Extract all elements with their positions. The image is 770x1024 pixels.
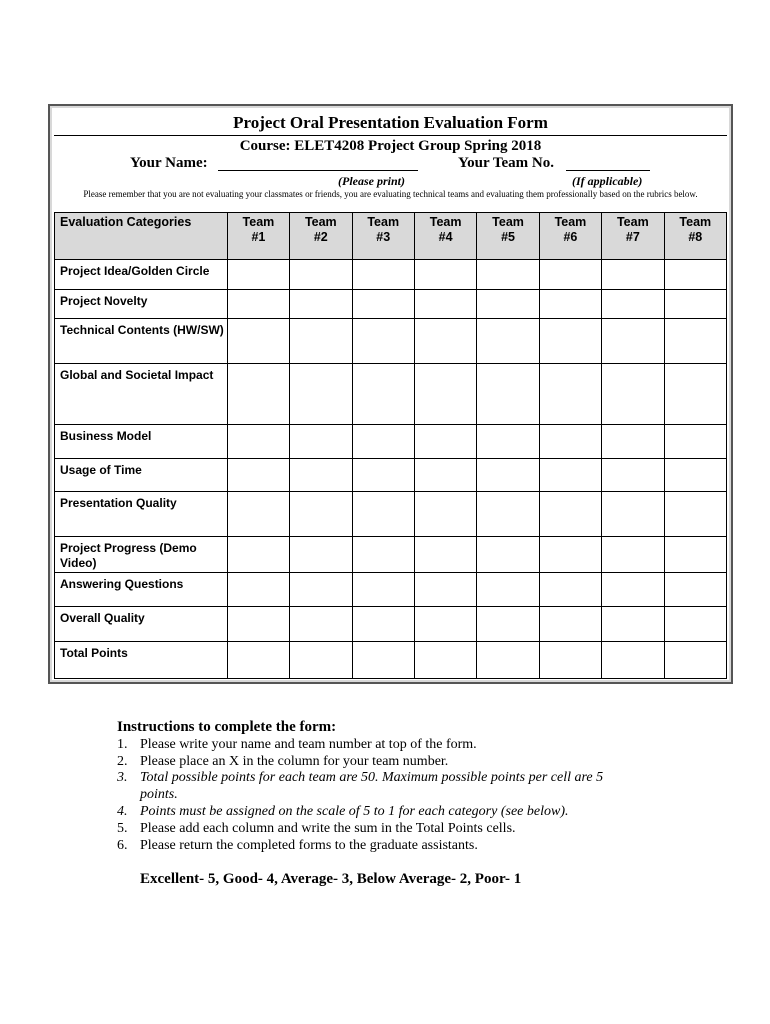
score-cell[interactable] <box>602 607 664 642</box>
score-cell[interactable] <box>602 425 664 459</box>
table-row <box>55 290 727 319</box>
score-cell[interactable] <box>414 290 476 319</box>
total-cell[interactable] <box>352 642 414 679</box>
category-label: Business Model <box>55 425 228 459</box>
score-cell[interactable] <box>352 319 414 364</box>
score-cell[interactable] <box>664 260 726 290</box>
if-applicable-hint: (If applicable) <box>572 174 643 188</box>
score-cell[interactable] <box>539 364 601 425</box>
team-4-header: Team #4 <box>414 213 476 260</box>
score-cell[interactable] <box>477 319 539 364</box>
score-cell[interactable] <box>602 319 664 364</box>
score-cell[interactable] <box>352 364 414 425</box>
score-cell[interactable] <box>227 260 289 290</box>
category-label: Overall Quality <box>55 607 228 642</box>
total-cell[interactable] <box>602 642 664 679</box>
total-points-row <box>55 642 727 679</box>
team-number-label: Your Team No. <box>458 155 554 171</box>
score-cell[interactable] <box>602 364 664 425</box>
course-line: Course: ELET4208 Project Group Spring 2018 <box>239 138 542 154</box>
total-cell[interactable] <box>290 642 352 679</box>
scoring-scale: Excellent- 5, Good- 4, Average- 3, Below Average- 2, Poor- 1 <box>140 871 522 887</box>
score-cell[interactable] <box>352 459 414 492</box>
score-cell[interactable] <box>290 537 352 573</box>
total-cell[interactable] <box>477 642 539 679</box>
score-cell[interactable] <box>664 537 726 573</box>
please-print-hint: (Please print) <box>338 174 405 188</box>
category-label: Project Progress (Demo Video) <box>55 537 228 573</box>
score-cell[interactable] <box>477 290 539 319</box>
score-cell[interactable] <box>227 607 289 642</box>
instruction-item: 1. Please write your name and team number at top of the form. <box>117 737 477 752</box>
score-cell[interactable] <box>227 492 289 537</box>
score-cell[interactable] <box>539 425 601 459</box>
instruction-item: 5. Please add each column and write the sum in the Total Points cells. <box>117 821 516 836</box>
score-cell[interactable] <box>414 537 476 573</box>
team-6-header: Team #6 <box>539 213 601 260</box>
score-cell[interactable] <box>414 425 476 459</box>
score-cell[interactable] <box>290 260 352 290</box>
table-header-row <box>55 213 727 260</box>
score-cell[interactable] <box>602 260 664 290</box>
score-cell[interactable] <box>227 537 289 573</box>
score-cell[interactable] <box>664 607 726 642</box>
total-cell[interactable] <box>664 642 726 679</box>
team-3-header: Team #3 <box>352 213 414 260</box>
team-8-header: Team #8 <box>664 213 726 260</box>
reminder-note: Please remember that you are not evaluating your classmates or friends, you are evaluating technical teams and evaluating them professionally based on the rubrics below. <box>83 189 698 199</box>
score-cell[interactable] <box>539 459 601 492</box>
name-label: Your Name: <box>130 155 208 171</box>
table-row <box>55 364 727 425</box>
score-cell[interactable] <box>664 492 726 537</box>
score-cell[interactable] <box>352 425 414 459</box>
team-number-field[interactable] <box>566 170 650 171</box>
score-cell[interactable] <box>602 459 664 492</box>
category-label: Technical Contents (HW/SW) <box>55 319 228 364</box>
score-cell[interactable] <box>290 607 352 642</box>
score-cell[interactable] <box>352 492 414 537</box>
score-cell[interactable] <box>539 260 601 290</box>
team-5-header: Team #5 <box>477 213 539 260</box>
team-7-header: Team #7 <box>602 213 664 260</box>
score-cell[interactable] <box>414 573 476 607</box>
score-cell[interactable] <box>602 492 664 537</box>
total-cell[interactable] <box>539 642 601 679</box>
score-cell[interactable] <box>539 492 601 537</box>
table-row <box>55 260 727 290</box>
score-cell[interactable] <box>352 290 414 319</box>
score-cell[interactable] <box>290 492 352 537</box>
category-column-header: Evaluation Categories <box>55 213 228 260</box>
total-cell[interactable] <box>414 642 476 679</box>
table-row <box>55 607 727 642</box>
score-cell[interactable] <box>227 364 289 425</box>
team-2-header: Team #2 <box>290 213 352 260</box>
score-cell[interactable] <box>290 459 352 492</box>
score-cell[interactable] <box>290 364 352 425</box>
table-row <box>55 425 727 459</box>
score-cell[interactable] <box>539 319 601 364</box>
score-cell[interactable] <box>664 425 726 459</box>
score-cell[interactable] <box>539 290 601 319</box>
score-cell[interactable] <box>539 607 601 642</box>
score-cell[interactable] <box>539 537 601 573</box>
score-cell[interactable] <box>352 260 414 290</box>
table-row <box>55 573 727 607</box>
table-row <box>55 459 727 492</box>
table-row <box>55 537 727 573</box>
category-label: Presentation Quality <box>55 492 228 537</box>
score-cell[interactable] <box>477 260 539 290</box>
score-cell[interactable] <box>352 607 414 642</box>
score-cell[interactable] <box>664 319 726 364</box>
category-label: Project Novelty <box>55 290 228 319</box>
score-cell[interactable] <box>477 459 539 492</box>
score-cell[interactable] <box>539 573 601 607</box>
table-row <box>55 492 727 537</box>
score-cell[interactable] <box>477 607 539 642</box>
score-cell[interactable] <box>227 459 289 492</box>
score-cell[interactable] <box>290 290 352 319</box>
score-cell[interactable] <box>414 319 476 364</box>
score-cell[interactable] <box>477 573 539 607</box>
score-cell[interactable] <box>602 290 664 319</box>
score-cell[interactable] <box>227 573 289 607</box>
total-cell[interactable] <box>227 642 289 679</box>
score-cell[interactable] <box>664 364 726 425</box>
score-cell[interactable] <box>414 260 476 290</box>
table-row <box>55 319 727 364</box>
team-1-header: Team #1 <box>227 213 289 260</box>
instruction-item-continued: points. <box>140 787 178 802</box>
form-title: Project Oral Presentation Evaluation Form <box>54 111 727 136</box>
score-cell[interactable] <box>290 319 352 364</box>
score-cell[interactable] <box>664 290 726 319</box>
evaluation-table <box>54 212 727 679</box>
score-cell[interactable] <box>664 459 726 492</box>
instruction-item: 2. Please place an X in the column for your team number. <box>117 754 449 769</box>
score-cell[interactable] <box>477 492 539 537</box>
category-label: Answering Questions <box>55 573 228 607</box>
score-cell[interactable] <box>290 425 352 459</box>
score-cell[interactable] <box>227 425 289 459</box>
score-cell[interactable] <box>227 319 289 364</box>
score-cell[interactable] <box>477 537 539 573</box>
score-cell[interactable] <box>664 573 726 607</box>
category-label: Total Points <box>55 642 228 679</box>
score-cell[interactable] <box>414 492 476 537</box>
name-field[interactable] <box>218 170 418 171</box>
score-cell[interactable] <box>602 573 664 607</box>
instruction-item: 6. Please return the completed forms to the graduate assistants. <box>117 838 478 853</box>
category-label: Project Idea/Golden Circle <box>55 260 228 290</box>
score-cell[interactable] <box>414 364 476 425</box>
score-cell[interactable] <box>352 537 414 573</box>
category-label: Usage of Time <box>55 459 228 492</box>
category-label: Global and Societal Impact <box>55 364 228 425</box>
instruction-item: 4. Points must be assigned on the scale of 5 to 1 for each category (see below). <box>117 804 569 819</box>
score-cell[interactable] <box>477 425 539 459</box>
instruction-item: 3. Total possible points for each team are 50. Maximum possible points per cell are 5 <box>117 770 604 785</box>
score-cell[interactable] <box>414 459 476 492</box>
instructions-title: Instructions to complete the form: <box>117 719 337 735</box>
score-cell[interactable] <box>602 537 664 573</box>
score-cell[interactable] <box>352 573 414 607</box>
score-cell[interactable] <box>227 290 289 319</box>
score-cell[interactable] <box>477 364 539 425</box>
score-cell[interactable] <box>414 607 476 642</box>
score-cell[interactable] <box>290 573 352 607</box>
